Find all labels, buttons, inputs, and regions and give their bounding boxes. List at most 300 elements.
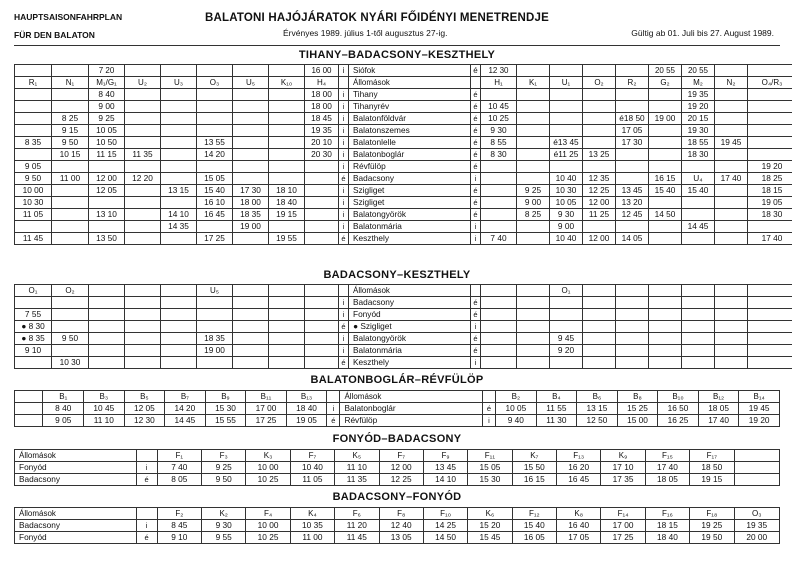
time-cell bbox=[15, 125, 52, 137]
arr-dep-mark bbox=[471, 77, 481, 89]
time-cell bbox=[15, 297, 52, 309]
time-cell: 16 45 bbox=[197, 209, 233, 221]
time-cell: B₂ bbox=[496, 391, 537, 403]
time-cell: 11 00 bbox=[290, 532, 334, 544]
time-cell: U₂ bbox=[125, 77, 161, 89]
time-cell: 9 50 bbox=[52, 137, 89, 149]
time-cell bbox=[161, 161, 197, 173]
time-cell bbox=[517, 285, 550, 297]
time-cell: 14 05 bbox=[616, 233, 649, 245]
time-cell: 17 10 bbox=[601, 462, 645, 474]
time-cell: 10 30 bbox=[15, 197, 52, 209]
time-cell: 10 35 bbox=[290, 520, 334, 532]
time-cell bbox=[161, 297, 197, 309]
time-cell: 12 30 bbox=[481, 65, 517, 77]
time-cell bbox=[161, 285, 197, 297]
time-cell bbox=[649, 285, 682, 297]
time-cell: 9 50 bbox=[52, 333, 89, 345]
time-cell: 13 15 bbox=[577, 403, 618, 415]
time-cell: 17 05 bbox=[616, 125, 649, 137]
time-cell: 11 20 bbox=[335, 520, 379, 532]
time-cell: 17 05 bbox=[557, 532, 601, 544]
time-cell bbox=[269, 101, 305, 113]
time-cell bbox=[682, 197, 715, 209]
time-cell: H₁ bbox=[481, 77, 517, 89]
time-cell: 12 50 bbox=[577, 415, 618, 427]
time-cell: 7 20 bbox=[89, 65, 125, 77]
time-cell: 8 40 bbox=[89, 89, 125, 101]
time-cell bbox=[125, 161, 161, 173]
time-cell bbox=[517, 345, 550, 357]
time-cell bbox=[616, 161, 649, 173]
arr-dep-mark: é bbox=[136, 532, 157, 544]
time-cell: B₉ bbox=[205, 391, 246, 403]
arr-dep-mark: é bbox=[471, 185, 481, 197]
arr-dep-mark bbox=[482, 391, 495, 403]
time-cell bbox=[481, 309, 517, 321]
time-cell bbox=[583, 333, 616, 345]
arr-dep-mark bbox=[471, 285, 481, 297]
time-cell bbox=[269, 221, 305, 233]
time-cell bbox=[305, 297, 339, 309]
time-cell: 15 50 bbox=[512, 462, 556, 474]
time-cell bbox=[715, 357, 748, 369]
table-row bbox=[15, 89, 792, 101]
arr-dep-mark: i bbox=[339, 309, 349, 321]
time-cell: 15 05 bbox=[197, 173, 233, 185]
time-cell bbox=[550, 297, 583, 309]
table-row bbox=[15, 297, 792, 309]
time-cell bbox=[233, 137, 269, 149]
time-cell: 9 30 bbox=[550, 209, 583, 221]
time-cell bbox=[15, 415, 43, 427]
time-cell: O₄/R₃ bbox=[748, 77, 792, 89]
time-cell bbox=[161, 125, 197, 137]
station-name: Badacsony bbox=[349, 173, 471, 185]
station-name: Állomások bbox=[340, 391, 482, 403]
time-cell: 19 25 bbox=[690, 520, 734, 532]
time-cell: 11 30 bbox=[536, 415, 577, 427]
time-cell: U₄ bbox=[682, 173, 715, 185]
time-cell bbox=[269, 297, 305, 309]
time-cell: 11 35 bbox=[125, 149, 161, 161]
time-cell: B₆ bbox=[577, 391, 618, 403]
time-cell bbox=[517, 137, 550, 149]
time-cell: 9 30 bbox=[202, 520, 246, 532]
station-name: Balatonboglár bbox=[340, 403, 482, 415]
time-cell: 10 25 bbox=[246, 532, 290, 544]
arr-dep-mark: i bbox=[471, 221, 481, 233]
time-cell: é13 45 bbox=[550, 137, 583, 149]
arr-dep-mark: é bbox=[471, 113, 481, 125]
station-name: Fonyód bbox=[15, 532, 137, 544]
arr-dep-mark: i bbox=[471, 233, 481, 245]
table-row bbox=[15, 101, 792, 113]
time-cell bbox=[517, 357, 550, 369]
arr-dep-mark: é bbox=[471, 333, 481, 345]
table-row bbox=[15, 357, 792, 369]
time-cell bbox=[649, 297, 682, 309]
time-cell bbox=[517, 297, 550, 309]
time-cell: F₁₂ bbox=[512, 508, 556, 520]
arr-dep-mark: é bbox=[471, 101, 481, 113]
time-cell: 16 00 bbox=[305, 65, 339, 77]
time-cell: 8 30 bbox=[481, 149, 517, 161]
time-cell bbox=[269, 161, 305, 173]
time-cell bbox=[682, 357, 715, 369]
time-cell: B₁₄ bbox=[739, 391, 780, 403]
time-cell bbox=[649, 357, 682, 369]
time-cell bbox=[305, 209, 339, 221]
time-cell: 12 25 bbox=[379, 474, 423, 486]
time-cell bbox=[161, 345, 197, 357]
time-cell: 15 30 bbox=[205, 403, 246, 415]
time-cell bbox=[715, 101, 748, 113]
table-row bbox=[15, 197, 792, 209]
time-cell: 12 30 bbox=[124, 415, 165, 427]
time-cell bbox=[161, 197, 197, 209]
time-cell: 14 10 bbox=[161, 209, 197, 221]
time-cell bbox=[715, 345, 748, 357]
station-name: Balatonföldvár bbox=[349, 113, 471, 125]
time-cell bbox=[52, 309, 89, 321]
time-cell bbox=[748, 65, 792, 77]
arr-dep-mark: é bbox=[471, 89, 481, 101]
time-cell: 17 40 bbox=[698, 415, 739, 427]
time-cell bbox=[682, 297, 715, 309]
time-cell bbox=[161, 309, 197, 321]
arr-dep-mark: é bbox=[471, 149, 481, 161]
time-cell: U₁ bbox=[550, 77, 583, 89]
time-cell: 15 30 bbox=[468, 474, 512, 486]
station-name: Keszthely bbox=[349, 233, 471, 245]
time-cell: 12 40 bbox=[379, 520, 423, 532]
time-cell: ● 8 35 bbox=[15, 333, 52, 345]
time-cell bbox=[649, 321, 682, 333]
time-cell: 19 20 bbox=[682, 101, 715, 113]
arr-dep-mark: é bbox=[471, 209, 481, 221]
time-cell: F₁₃ bbox=[557, 450, 601, 462]
arr-dep-mark: i bbox=[471, 173, 481, 185]
time-cell bbox=[161, 149, 197, 161]
time-cell bbox=[233, 113, 269, 125]
time-cell bbox=[715, 113, 748, 125]
time-cell bbox=[734, 450, 780, 462]
time-cell bbox=[233, 161, 269, 173]
time-cell bbox=[616, 309, 649, 321]
time-cell bbox=[125, 197, 161, 209]
time-cell: 8 05 bbox=[157, 474, 201, 486]
time-cell bbox=[583, 161, 616, 173]
table-row bbox=[15, 391, 780, 403]
station-name: Fonyód bbox=[349, 309, 471, 321]
time-cell bbox=[161, 233, 197, 245]
time-cell: 19 05 bbox=[286, 415, 327, 427]
time-cell bbox=[269, 149, 305, 161]
time-cell bbox=[89, 309, 125, 321]
time-cell: B₁₁ bbox=[246, 391, 287, 403]
time-cell: F₂ bbox=[157, 508, 201, 520]
time-cell: 19 20 bbox=[748, 161, 792, 173]
time-cell bbox=[15, 149, 52, 161]
table-row bbox=[15, 403, 780, 415]
time-cell bbox=[125, 285, 161, 297]
table-row bbox=[15, 149, 792, 161]
time-cell bbox=[233, 65, 269, 77]
time-cell: 9 50 bbox=[202, 474, 246, 486]
time-cell bbox=[269, 113, 305, 125]
time-cell: 12 25 bbox=[583, 185, 616, 197]
arr-dep-mark: é bbox=[471, 197, 481, 209]
time-cell: 19 05 bbox=[748, 197, 792, 209]
arr-dep-mark: i bbox=[327, 403, 340, 415]
time-cell bbox=[197, 321, 233, 333]
time-cell: 11 15 bbox=[89, 149, 125, 161]
time-cell bbox=[616, 321, 649, 333]
time-cell bbox=[649, 197, 682, 209]
time-cell bbox=[233, 297, 269, 309]
time-cell bbox=[583, 309, 616, 321]
time-cell bbox=[305, 333, 339, 345]
time-cell bbox=[15, 89, 52, 101]
station-name: Balatongyörök bbox=[349, 333, 471, 345]
time-cell: 18 55 bbox=[682, 137, 715, 149]
time-cell: 9 00 bbox=[517, 197, 550, 209]
arr-dep-mark: i bbox=[339, 101, 349, 113]
divider bbox=[14, 45, 780, 46]
arr-dep-mark: é bbox=[339, 173, 349, 185]
time-cell bbox=[233, 333, 269, 345]
time-cell: F₈ bbox=[379, 508, 423, 520]
time-cell: 9 25 bbox=[202, 462, 246, 474]
time-cell bbox=[517, 333, 550, 345]
time-cell: 15 25 bbox=[617, 403, 658, 415]
time-cell bbox=[269, 345, 305, 357]
time-cell bbox=[583, 113, 616, 125]
arr-dep-mark: é bbox=[471, 297, 481, 309]
time-cell: 18 40 bbox=[286, 403, 327, 415]
time-cell bbox=[616, 173, 649, 185]
time-cell bbox=[649, 333, 682, 345]
time-cell: 13 10 bbox=[89, 209, 125, 221]
table-row bbox=[15, 77, 792, 89]
time-cell bbox=[52, 89, 89, 101]
time-cell: 19 00 bbox=[649, 113, 682, 125]
time-cell: 19 35 bbox=[734, 520, 780, 532]
time-cell bbox=[89, 221, 125, 233]
time-cell bbox=[305, 357, 339, 369]
time-cell bbox=[305, 197, 339, 209]
time-cell bbox=[481, 161, 517, 173]
arr-dep-mark: i bbox=[339, 333, 349, 345]
time-cell bbox=[583, 65, 616, 77]
time-cell: é18 50 bbox=[616, 113, 649, 125]
time-cell bbox=[197, 89, 233, 101]
time-cell bbox=[197, 221, 233, 233]
time-cell: K₄ bbox=[290, 508, 334, 520]
time-cell: K₁ bbox=[517, 77, 550, 89]
time-cell bbox=[715, 89, 748, 101]
time-cell: 16 20 bbox=[557, 462, 601, 474]
time-cell: 14 45 bbox=[165, 415, 206, 427]
time-cell: B₁₀ bbox=[658, 391, 699, 403]
time-cell: 19 20 bbox=[739, 415, 780, 427]
station-name: Állomások bbox=[349, 285, 471, 297]
table-row bbox=[15, 137, 792, 149]
time-cell bbox=[517, 161, 550, 173]
time-cell bbox=[517, 113, 550, 125]
arr-dep-mark: i bbox=[136, 520, 157, 532]
station-name: Állomások bbox=[15, 450, 137, 462]
time-cell bbox=[682, 233, 715, 245]
time-cell: 12 05 bbox=[124, 403, 165, 415]
arr-dep-mark: é bbox=[471, 137, 481, 149]
time-cell bbox=[305, 173, 339, 185]
time-cell: 13 50 bbox=[89, 233, 125, 245]
arr-dep-mark: i bbox=[339, 65, 349, 77]
time-cell: K₈ bbox=[557, 508, 601, 520]
arr-dep-mark bbox=[339, 77, 349, 89]
time-cell bbox=[517, 309, 550, 321]
time-cell: 7 40 bbox=[157, 462, 201, 474]
time-cell bbox=[52, 209, 89, 221]
time-cell bbox=[649, 233, 682, 245]
time-cell bbox=[550, 357, 583, 369]
time-cell bbox=[682, 345, 715, 357]
time-cell: O₂ bbox=[52, 285, 89, 297]
time-cell: 14 50 bbox=[649, 209, 682, 221]
time-cell: 18 30 bbox=[682, 149, 715, 161]
table-row bbox=[15, 415, 780, 427]
time-cell: 15 45 bbox=[468, 532, 512, 544]
table-row bbox=[15, 474, 780, 486]
station-name: Tihany bbox=[349, 89, 471, 101]
time-cell: 17 40 bbox=[748, 233, 792, 245]
time-cell bbox=[52, 345, 89, 357]
time-cell: O₂ bbox=[583, 77, 616, 89]
station-name: Balatonboglár bbox=[349, 149, 471, 161]
time-cell bbox=[616, 101, 649, 113]
time-cell bbox=[616, 221, 649, 233]
time-cell bbox=[161, 321, 197, 333]
time-cell: 11 25 bbox=[583, 209, 616, 221]
time-cell bbox=[583, 221, 616, 233]
time-cell: 10 00 bbox=[246, 462, 290, 474]
time-cell bbox=[583, 101, 616, 113]
time-cell bbox=[269, 65, 305, 77]
arr-dep-mark: i bbox=[339, 185, 349, 197]
time-cell: 10 25 bbox=[246, 474, 290, 486]
time-cell bbox=[550, 125, 583, 137]
time-cell bbox=[481, 89, 517, 101]
station-name: Balatonmária bbox=[349, 345, 471, 357]
time-cell: 12 00 bbox=[583, 197, 616, 209]
time-cell: 10 40 bbox=[290, 462, 334, 474]
time-cell: 18 30 bbox=[748, 209, 792, 221]
time-cell: R₁ bbox=[15, 77, 52, 89]
time-cell: 13 25 bbox=[583, 149, 616, 161]
time-cell bbox=[52, 65, 89, 77]
time-cell: 14 35 bbox=[161, 221, 197, 233]
time-cell: 11 00 bbox=[52, 173, 89, 185]
time-cell: ● 8 30 bbox=[15, 321, 52, 333]
station-name: Balatonlelle bbox=[349, 137, 471, 149]
time-cell bbox=[125, 309, 161, 321]
time-cell: 20 55 bbox=[682, 65, 715, 77]
arr-dep-mark: é bbox=[471, 125, 481, 137]
time-cell: 18 15 bbox=[645, 520, 689, 532]
time-cell bbox=[481, 357, 517, 369]
time-cell bbox=[89, 357, 125, 369]
time-cell bbox=[89, 333, 125, 345]
time-cell: 20 00 bbox=[734, 532, 780, 544]
time-cell bbox=[517, 221, 550, 233]
time-cell bbox=[125, 101, 161, 113]
header-left-line1: HAUPTSAISONFAHRPLAN bbox=[14, 12, 123, 22]
time-cell bbox=[715, 221, 748, 233]
time-cell: G₂ bbox=[649, 77, 682, 89]
time-cell bbox=[583, 89, 616, 101]
time-cell bbox=[715, 209, 748, 221]
time-cell bbox=[517, 89, 550, 101]
arr-dep-mark: é bbox=[339, 357, 349, 369]
time-cell bbox=[748, 125, 792, 137]
time-cell: 10 40 bbox=[550, 233, 583, 245]
time-cell: 14 10 bbox=[423, 474, 467, 486]
time-cell: 10 15 bbox=[52, 149, 89, 161]
time-cell bbox=[125, 65, 161, 77]
time-cell: 18 05 bbox=[645, 474, 689, 486]
time-cell bbox=[616, 297, 649, 309]
time-cell bbox=[481, 297, 517, 309]
time-cell bbox=[748, 333, 792, 345]
time-cell: 17 00 bbox=[246, 403, 287, 415]
time-cell bbox=[748, 297, 792, 309]
time-cell: é11 25 bbox=[550, 149, 583, 161]
time-cell bbox=[517, 149, 550, 161]
arr-dep-mark: i bbox=[482, 415, 495, 427]
time-cell: 14 45 bbox=[682, 221, 715, 233]
time-cell: 9 05 bbox=[15, 161, 52, 173]
time-cell: 19 45 bbox=[739, 403, 780, 415]
time-cell: O₃ bbox=[197, 77, 233, 89]
time-cell bbox=[161, 173, 197, 185]
page-title: BALATONI HAJÓJÁRATOK NYÁRI FŐIDÉNYI MENETRENDJE bbox=[205, 12, 549, 24]
station-name: Szigliget bbox=[349, 197, 471, 209]
time-cell bbox=[161, 65, 197, 77]
time-cell: 15 40 bbox=[512, 520, 556, 532]
time-cell: 15 05 bbox=[468, 462, 512, 474]
time-cell: 15 40 bbox=[682, 185, 715, 197]
time-cell bbox=[305, 285, 339, 297]
arr-dep-mark: é bbox=[482, 403, 495, 415]
arr-dep-mark: é bbox=[471, 65, 481, 77]
time-cell: 10 45 bbox=[481, 101, 517, 113]
time-cell bbox=[233, 125, 269, 137]
time-cell: 15 40 bbox=[649, 185, 682, 197]
arr-dep-mark: é bbox=[471, 345, 481, 357]
time-cell bbox=[748, 309, 792, 321]
time-cell: 15 20 bbox=[468, 520, 512, 532]
arr-dep-mark: é bbox=[136, 474, 157, 486]
time-cell: 19 45 bbox=[715, 137, 748, 149]
time-cell bbox=[481, 285, 517, 297]
time-cell bbox=[197, 357, 233, 369]
time-cell bbox=[52, 101, 89, 113]
time-cell bbox=[748, 321, 792, 333]
arr-dep-mark: i bbox=[339, 125, 349, 137]
time-cell bbox=[269, 125, 305, 137]
